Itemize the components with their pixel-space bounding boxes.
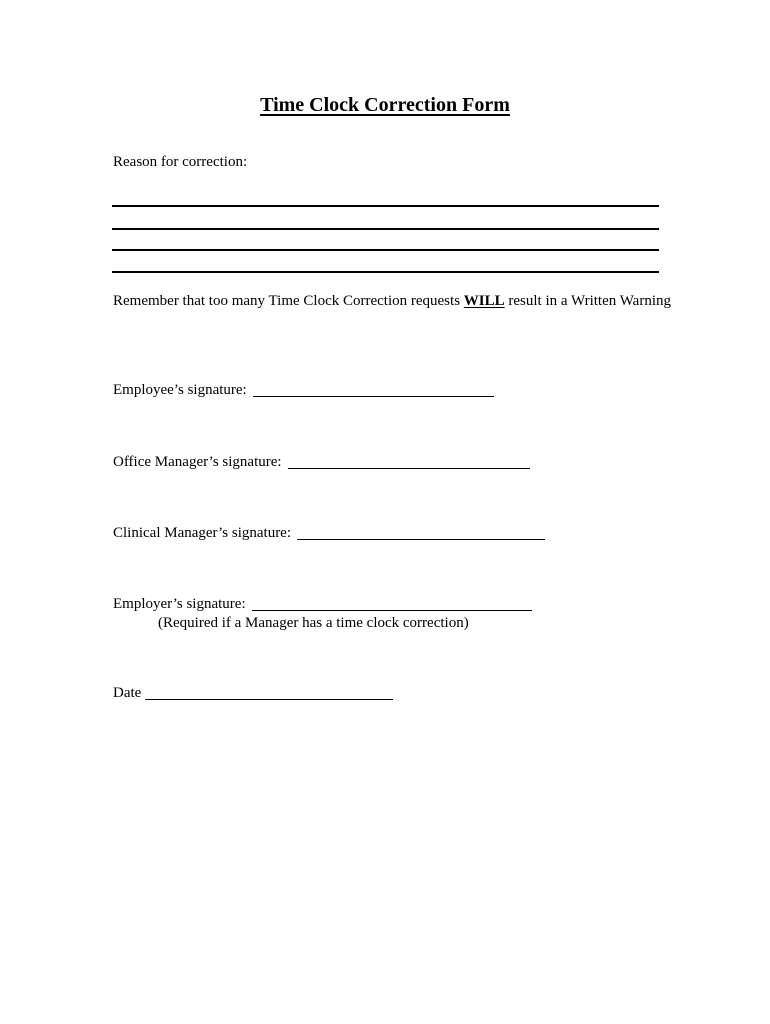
office-manager-signature-label: Office Manager’s signature: bbox=[113, 454, 282, 470]
reason-line-1[interactable] bbox=[112, 205, 659, 207]
employer-signature-line[interactable] bbox=[252, 610, 532, 611]
employer-signature-label: Employer’s signature: bbox=[113, 596, 246, 612]
office-manager-signature-line[interactable] bbox=[288, 468, 530, 469]
employer-signature-row bbox=[113, 595, 532, 614]
employee-signature-row bbox=[113, 381, 494, 400]
reason-label: Reason for correction: bbox=[113, 154, 248, 170]
office-manager-signature-row bbox=[113, 453, 530, 472]
reason-line-2[interactable] bbox=[112, 228, 659, 230]
clinical-manager-signature-label: Clinical Manager’s signature: bbox=[113, 525, 292, 541]
warning-text-start: Remember that too many Time Clock Correction requests bbox=[113, 293, 464, 309]
warning-emphasis: WILL bbox=[463, 293, 505, 309]
reason-line-3[interactable] bbox=[112, 249, 659, 251]
date-line[interactable] bbox=[145, 699, 393, 700]
clinical-manager-signature-row bbox=[113, 524, 545, 543]
employee-signature-label: Employee’s signature: bbox=[113, 382, 247, 398]
reason-line-4[interactable] bbox=[112, 271, 659, 273]
employee-signature-line[interactable] bbox=[253, 396, 494, 397]
warning-text bbox=[113, 292, 673, 311]
form-title: Time Clock Correction Form bbox=[260, 94, 510, 116]
clinical-manager-signature-line[interactable] bbox=[297, 539, 545, 540]
date-row bbox=[113, 684, 393, 703]
date-label: Date bbox=[113, 685, 142, 701]
employer-signature-note: (Required if a Manager has a time clock correction) bbox=[158, 615, 469, 631]
warning-text-end: result in a Written Warning bbox=[504, 293, 671, 309]
